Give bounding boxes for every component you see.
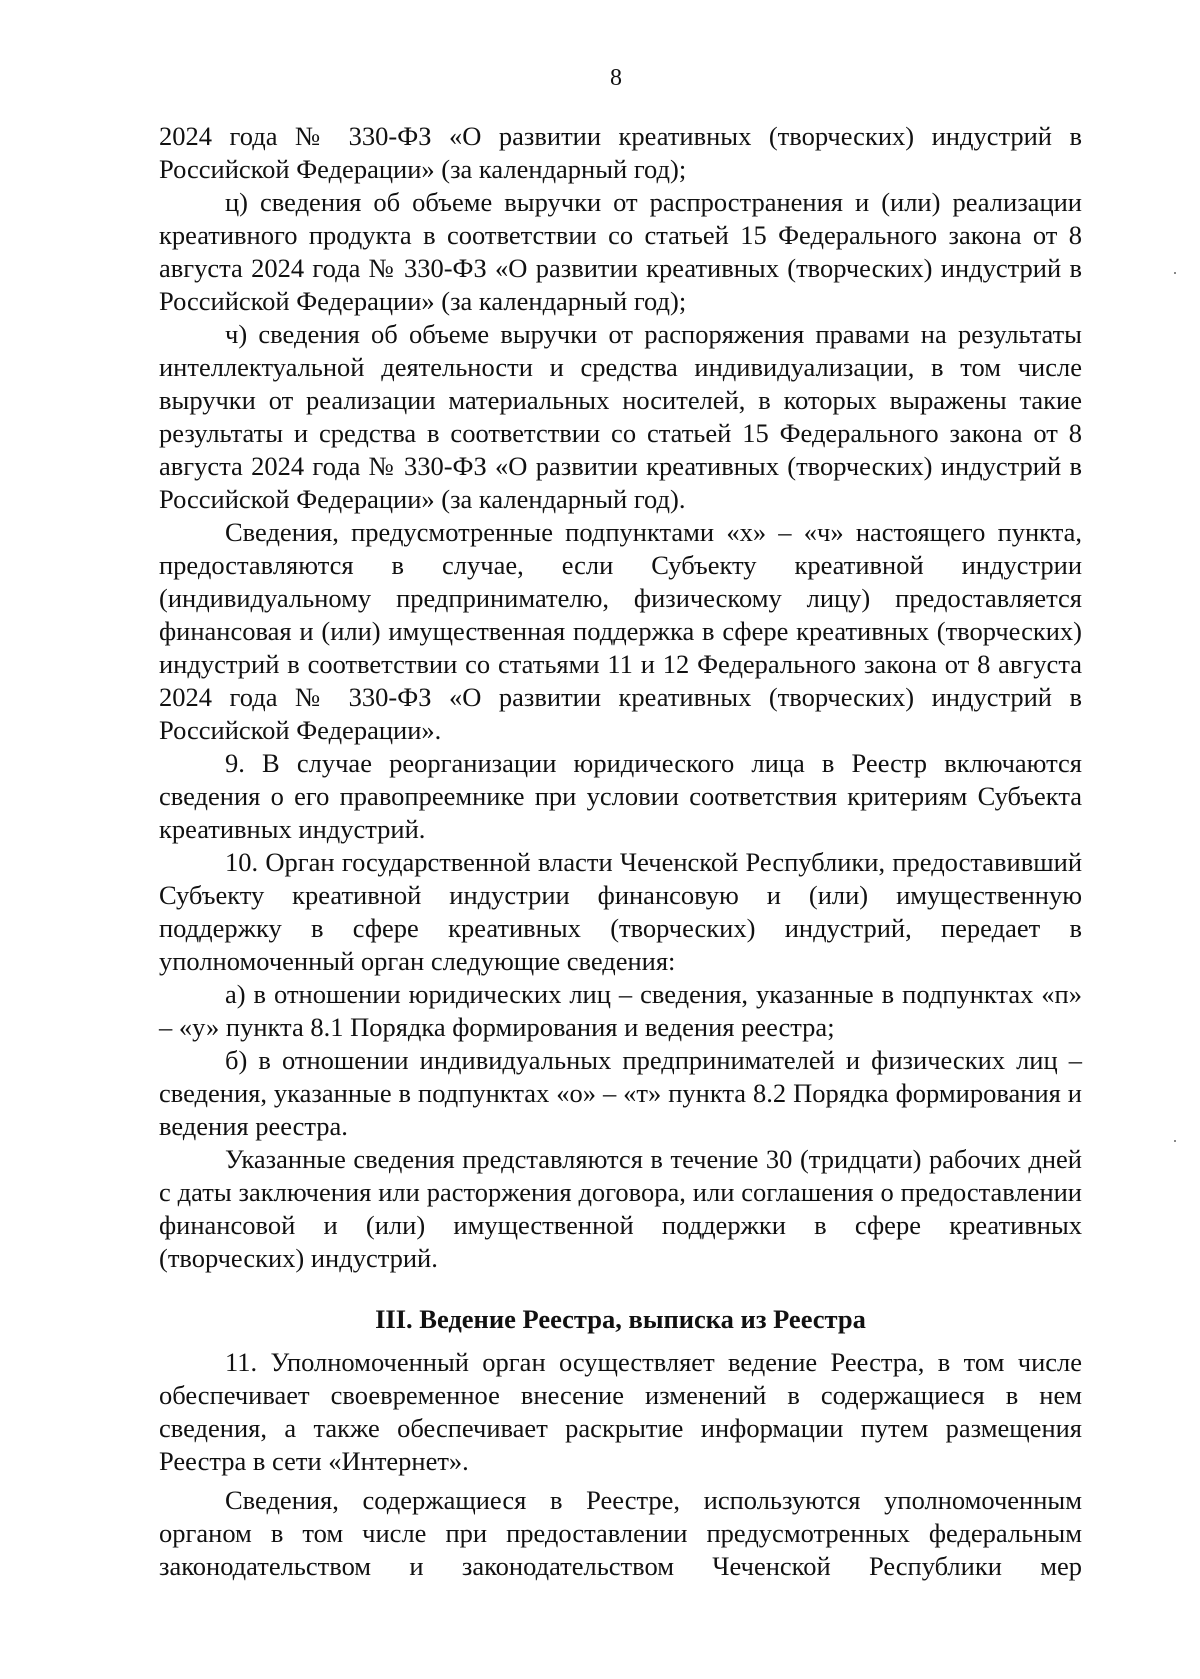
paragraph-item-11: 11. Уполномоченный орган осуществляет ведение Реестра, в том числе обеспечивает своевременное внесение изменений в содержащиеся в нем сведения, а также обеспечивает раскрытие информации путем размещения Реестра в сети «Интернет».	[159, 1347, 1082, 1476]
paragraph-subitem-ts: ц) сведения об объеме выручки от распространения и (или) реализации креативного продукта в соответствии со статьей 15 Федерального закона от 8 августа 2024 года № 330-ФЗ «О развитии креативных (творческих) индустрий в Российской Федерации» (за календарный год);	[159, 187, 1082, 316]
paragraph-registry-usage: Сведения, содержащиеся в Реестре, используются уполномоченным органом в том числе при предоставлении предусмотренных федеральным законодательством и законодательством Чеченской Республики мер	[159, 1485, 1082, 1581]
scan-speck	[1174, 272, 1176, 274]
section-heading: III. Ведение Реестра, выписка из Реестра	[375, 1304, 866, 1334]
paragraph-item-9: 9. В случае реорганизации юридического лица в Реестр включаются сведения о его правопреемнике при условии соответствия критериям Субъекта креативных индустрий.	[159, 748, 1082, 844]
paragraph-item-10: 10. Орган государственной власти Чеченской Республики, предоставивший Субъекту креативной индустрии финансовую и (или) имущественную поддержку в сфере креативных (творческих) индустрий, передает в уполномоченный орган следующие сведения:	[159, 847, 1082, 976]
page-number: 8	[610, 65, 622, 91]
paragraph-subitem-ch: ч) сведения об объеме выручки от распоряжения правами на результаты интеллектуальной деятельности и средства индивидуализации, в том числе выручки от реализации материальных носителей, в которых выражены такие результаты и средства в соответствии со статьей 15 Федерального закона от 8 августа 2024 года № 330-ФЗ «О развитии креативных (творческих) индустрий в Российской Федерации» (за календарный год).	[159, 319, 1082, 514]
paragraph-info-conditions: Сведения, предусмотренные подпунктами «х» – «ч» настоящего пункта, предоставляются в случае, если Субъекту креативной индустрии (индивидуальному предпринимателю, физическому лицу) предоставляется финансовая и (или) имущественная поддержка в сфере креативных (творческих) индустрий в соответствии со статьями 11 и 12 Федерального закона от 8 августа 2024 года № 330-ФЗ «О развитии креативных (творческих) индустрий в Российской Федерации».	[159, 517, 1082, 745]
paragraph-subitem-a: а) в отношении юридических лиц – сведения, указанные в подпунктах «п» – «у» пункта 8.1 Порядка формирования и ведения реестра;	[159, 979, 1082, 1042]
scan-speck	[1174, 1140, 1176, 1142]
paragraph-continuation: 2024 года № 330-ФЗ «О развитии креативных (творческих) индустрий в Российской Федерации» (за календарный год);	[159, 121, 1082, 184]
document-body	[159, 120, 1082, 1583]
paragraph-deadline: Указанные сведения представляются в течение 30 (тридцати) рабочих дней с даты заключения или расторжения договора, или соглашения о предоставлении финансовой и (или) имущественной поддержки в сфере креативных (творческих) индустрий.	[159, 1144, 1082, 1273]
paragraph-subitem-b: б) в отношении индивидуальных предпринимателей и физических лиц – сведения, указанные в подпунктах «о» – «т» пункта 8.2 Порядка формирования и ведения реестра.	[159, 1045, 1082, 1141]
